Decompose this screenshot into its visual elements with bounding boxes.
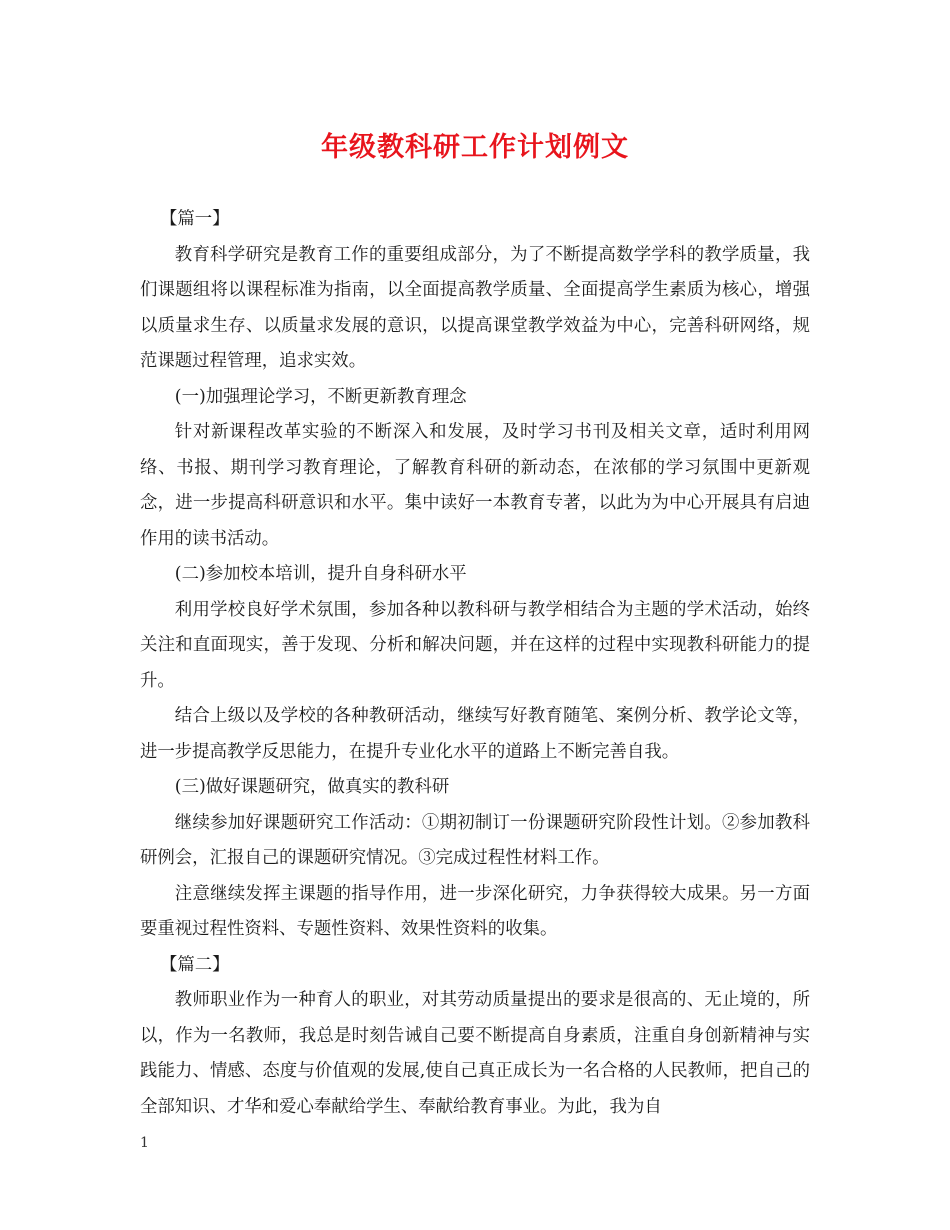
paragraph: 教师职业作为一种育人的职业，对其劳动质量提出的要求是很高的、无止境的，所以，作为一名教师，我总是时刻告诫自己要不断提高自身素质，注重自身创新精神与实践能力、情感、态度与价值观的发展,使自己真正成长为一名合格的人民教师，把自己的全部知识、才华和爱心奉献给学生、奉献给教育事业。为此，我为自 [140,990,810,1117]
paragraph: 注意继续发挥主课题的指导作用，进一步深化研究，力争获得较大成果。另一方面要重视过程性资料、专题性资料、效果性资料的收集。 [140,883,810,939]
paragraph: 结合上级以及学校的各种教研活动，继续写好教育随笔、案例分析、教学论文等，进一步提高教学反思能力，在提升专业化水平的道路上不断完善自我。 [140,706,810,762]
document-title: 年级教科研工作计划例文 [321,132,629,163]
subsection-heading: (一)加强理论学习，不断更新教育理念 [174,386,467,407]
document-body [140,202,810,1125]
paragraph: 针对新课程改革实验的不断深入和发展，及时学习书刊及相关文章，适时利用网络、书报、期刊学习教育理论，了解教育科研的新动态，在浓郁的学习氛围中更新观念，进一步提高科研意识和水平。集中读好一本教育专著，以此为为中心开展具有启迪作用的读书活动。 [140,422,810,549]
subsection-heading: (二)参加校本培训，提升自身科研水平 [174,564,467,584]
subsection-heading: (三)做好课题研究，做真实的教科研 [174,777,450,797]
page-number: 1 [140,1135,149,1151]
section-heading: 【篇二】 [160,954,230,975]
paragraph: 继续参加好课题研究工作活动：①期初制订一份课题研究阶段性计划。②参加教科研例会，汇报自己的课题研究情况。③完成过程性材料工作。 [140,812,810,868]
paragraph: 教育科学研究是教育工作的重要组成部分，为了不断提高数学学科的教学质量，我们课题组将以课程标准为指南，以全面提高教学质量、全面提高学生素质为核心，增强以质量求生存、以质量求发展的意识，以提高课堂教学效益为中心，完善科研网络，规范课题过程管理，追求实效。 [140,244,810,371]
section-heading: 【篇一】 [160,209,230,229]
paragraph: 利用学校良好学术氛围，参加各种以教科研与教学相结合为主题的学术活动，始终关注和直面现实，善于发现、分析和解决问题，并在这样的过程中实现教科研能力的提升。 [140,599,810,691]
